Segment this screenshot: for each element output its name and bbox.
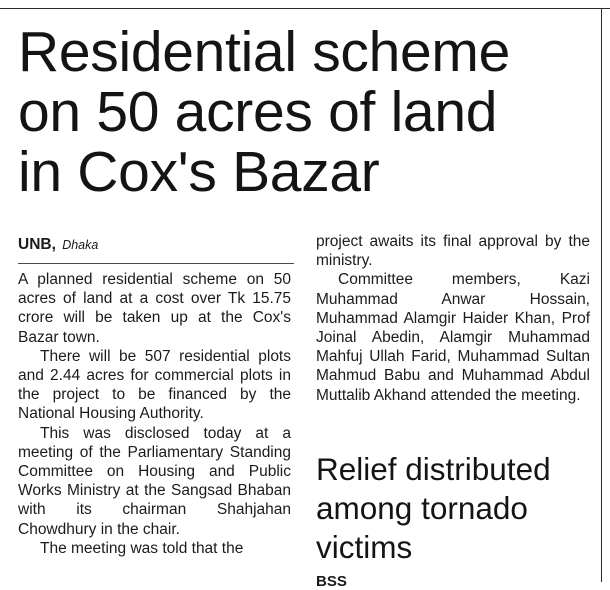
headline-line-2: on 50 acres of land [18, 80, 498, 144]
top-border-rule [0, 8, 610, 9]
right-border-rule [601, 8, 602, 582]
headline-line-3: in Cox's Bazar [18, 140, 380, 204]
next-article-byline: BSS [316, 573, 347, 590]
next-headline-line-3: victims [316, 529, 413, 565]
byline-agency: UNB, [18, 236, 56, 253]
byline-city: Dhaka [62, 238, 99, 252]
next-headline-line-2: among tornado [316, 490, 528, 526]
paragraph-2: There will be 507 residential plots and 2.44 acres for commercial plots in the project to be financed by the National Housing Authority. [18, 347, 291, 423]
byline [18, 236, 98, 254]
next-article-headline [316, 450, 596, 567]
paragraph-6: Committee members, Kazi Muhammad Anwar Hossain, Muhammad Alamgir Haider Khan, Prof Joinal Abedin, Alamgir Muhammad Mahfuj Ullah Farid, Muhammad Sultan Mahmud Babu and Muhammad Abdul Muttalib Akhand attended the meeting. [316, 271, 590, 404]
paragraph-4: The meeting was told that the [40, 539, 244, 557]
next-headline-line-1: Relief distributed [316, 451, 551, 487]
paragraph-1: A planned residential scheme on 50 acres of land at a cost over Tk 15.75 crore will be taken up at the Cox's Bazar town. [18, 271, 291, 346]
headline [18, 22, 593, 202]
right-column [316, 232, 590, 405]
paragraph-3: This was disclosed today at a meeting of the Parliamentary Standing Committee on Housing and Public Works Ministry at the Sangsad Bhaban with its chairman Shahjahan Chowdhury in the chair. [18, 424, 291, 538]
headline-line-1: Residential scheme [18, 20, 511, 84]
paragraph-5: project awaits its final approval by the ministry. [316, 233, 590, 270]
column-divider-rule [18, 263, 294, 264]
left-column [18, 270, 291, 558]
